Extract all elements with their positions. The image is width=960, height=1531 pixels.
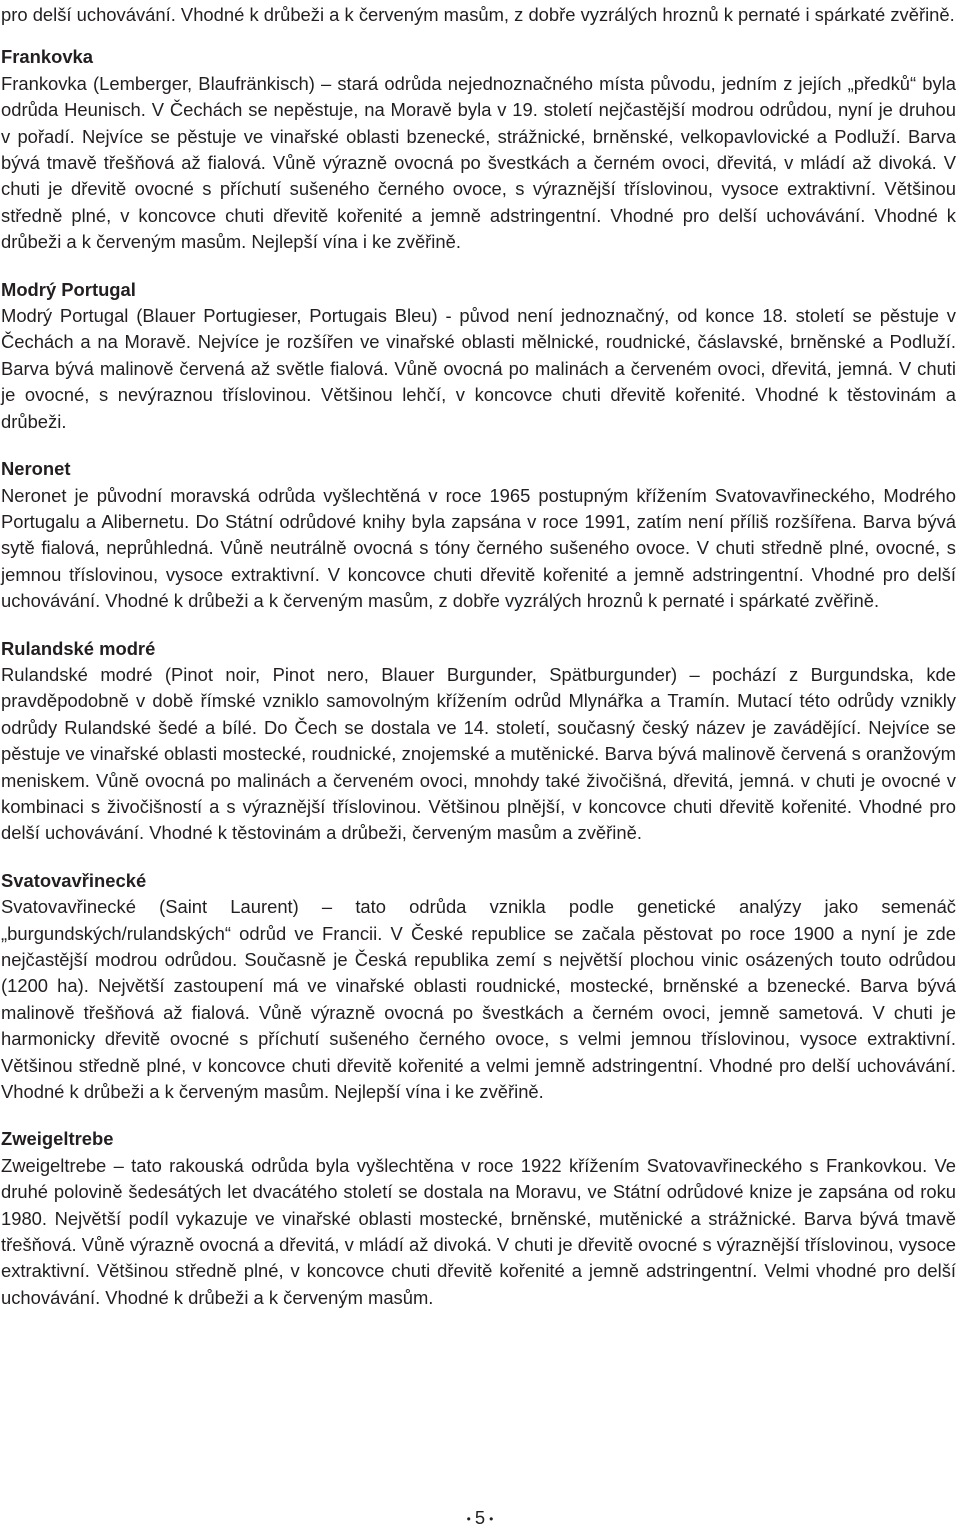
section-text: Zweigeltrebe – tato rakouská odrůda byla vyšlechtěna v roce 1922 křížením Svatovavřineckého s Frankovkou. Ve druhé polovině šedesátých let dvacátého století se dostala na Moravu, ve Státní odrůdové knize je zapsána od roku 1980. Největší podíl vykazuje ve vinařské oblasti mostecké, brněnské, mutěnické a strážnické. Barva bývá tmavě třešňová. Vůně výrazně ovocná a dřevitá, v mládí až divoká. V chuti je dřevitě ovocné s výraznější tříslovinou, vysoce extraktivní. Většinou středně plné, v koncovce chuti dřevitě kořenité a jemně adstringentní. Velmi vhodné pro delší uchovávání. Vhodné k drůbeži a k červeným masům. bbox=[1, 1154, 956, 1308]
section-text: Neronet je původní moravská odrůda vyšlechtěná v roce 1965 postupným křížením Svatovavřineckého, Modrého Portugalu a Alibernetu. Do Státní odrůdové knihy byla zapsána v roce 1991, zatím není příliš rozšířena. Barva bývá sytě fialová, neprůhledná. Vůně neutrálně ovocná s tóny černého sušeného ovoce. V chuti středně plné, ovocné, s jemnou tříslovinou, vysoce extraktivní. V koncovce chuti dřevitě kořenité a jemně adstringentní. Vhodné pro delší uchovávání. Vhodné k drůbeži a k červeným masům, z dobře vyzrálých hroznů k pernaté i spárkaté zvěřině. bbox=[1, 484, 956, 612]
section-title: Rulandské modré bbox=[1, 637, 156, 659]
section-title: Frankovka bbox=[1, 46, 93, 68]
section-title: Modrý Portugal bbox=[1, 278, 136, 300]
bullet-icon: • bbox=[489, 1512, 494, 1527]
section-title: Svatovavřinecké bbox=[1, 869, 147, 891]
intro-paragraph: pro delší uchovávání. Vhodné k drůbeži a k červeným masům, z dobře vyzrálých hroznů k pernaté i spárkaté zvěřině. bbox=[1, 4, 955, 25]
section-text: Frankovka (Lemberger, Blaufränkisch) – stará odrůda nejednoznačného místa původu, jedním z jejích „předků“ byla odrůda Heunisch. V Čechách se nepěstuje, na Moravě byla v 19. století nejčastější modrou odrůdou, nyní je druhou v pořadí. Nejvíce se pěstuje ve vinařské oblasti bzenecké, strážnické, brněnské, velkopavlovické a Podluží. Barva bývá tmavě třešňová až fialová. Vůně výrazně ovocná po švestkách a černém ovoci, dřevitá, v mládí až divoká. V chuti je dřevitě ovocné s příchutí sušeného černého ovoce, s výraznější tříslovinou, vysoce extraktivní. Většinou středně plné, v koncovce chuti dřevitě kořenité a jemně adstringentní. Vhodné pro delší uchovávání. Vhodné k drůbeži a k červeným masům. Nejlepší vína i ke zvěřině. bbox=[1, 72, 956, 253]
section-neronet bbox=[1, 456, 956, 614]
section-frankovka bbox=[1, 44, 956, 255]
bullet-icon: • bbox=[466, 1512, 471, 1527]
section-text: Svatovavřinecké (Saint Laurent) – tato odrůda vznikla podle genetické analýzy jako semenáč „burgundských/rulandských“ odrůd ve Francii. V České republice se začala pěstovat po roce 1900 a nyní je zde nejčastější modrou odrůdou. Současně je Česká republika zemí s největší plochou vinic osázených touto odrůdou (1200 ha). Největší zastoupení má ve vinařské oblasti roudnické, mostecké, brněnské a bzenecké. Barva bývá malinově třešňová až fialová. Vůně výrazně ovocná po švestkách a černém ovoci, jemně sametová. V chuti je harmonicky dřevitě ovocné s příchutí sušeného černého ovoce, s velmi jemnou tříslovinou, vysoce extraktivní. Většinou středně plné, v koncovce chuti dřevitě kořenité a velmi jemně adstringentní. Vhodné pro delší uchovávání. Vhodné k drůbeži a k červeným masům. Nejlepší vína i ke zvěřině. bbox=[1, 896, 956, 1103]
page-number: 5 bbox=[474, 1507, 486, 1528]
page-footer bbox=[0, 1506, 960, 1531]
section-zweigeltrebe bbox=[1, 1126, 956, 1311]
section-title: Zweigeltrebe bbox=[1, 1128, 114, 1150]
section-svatovavrinecke bbox=[1, 868, 956, 1106]
document-body bbox=[0, 2, 956, 1311]
section-modry-portugal bbox=[1, 277, 956, 435]
section-title: Neronet bbox=[1, 458, 71, 480]
section-text: Rulandské modré (Pinot noir, Pinot nero, Blauer Burgunder, Spätburgunder) – pochází z Burgundska, kde pravděpodobně v době římské vzniklo samovolným křížením odrůd Mlynářka a Tramín. Mutací této odrůdy vznikly odrůdy Rulandské šedé a bílé. Do Čech se dostala ve 14. století, současný český název je zavádějící. Nejvíce se pěstuje ve vinařské oblasti mostecké, roudnické, znojemské a mutěnické. Barva bývá malinově červená s oranžovým meniskem. Vůně ovocná po malinách a červeném ovoci, mnohdy také živočišná, dřevitá, jemná. v chuti je ovocné v kombinaci s živočišností a s výraznější tříslovinou. Většinou plnější, v koncovce chuti dřevitě kořenité. Vhodné pro delší uchovávání. Vhodné k těstovinám a drůbeži, červeným masům a zvěřině. bbox=[1, 663, 956, 844]
section-rulandske-modre bbox=[1, 636, 956, 847]
section-text: Modrý Portugal (Blauer Portugieser, Portugais Bleu) - původ není jednoznačný, od konce 18. století se pěstuje v Čechách a na Moravě. Nejvíce je rozšířen ve vinařské oblasti mělnické, roudnické, čáslavské, brněnské a Podluží. Barva bývá malinově červená až světle fialová. Vůně ovocná po malinách a červeném ovoci, dřevitá, jemná. V chuti je ovocné, s nevýraznou tříslovinou. Většinou lehčí, v koncovce chuti dřevitě kořenité. Vhodné k těstovinám a drůbeži. bbox=[1, 305, 956, 432]
